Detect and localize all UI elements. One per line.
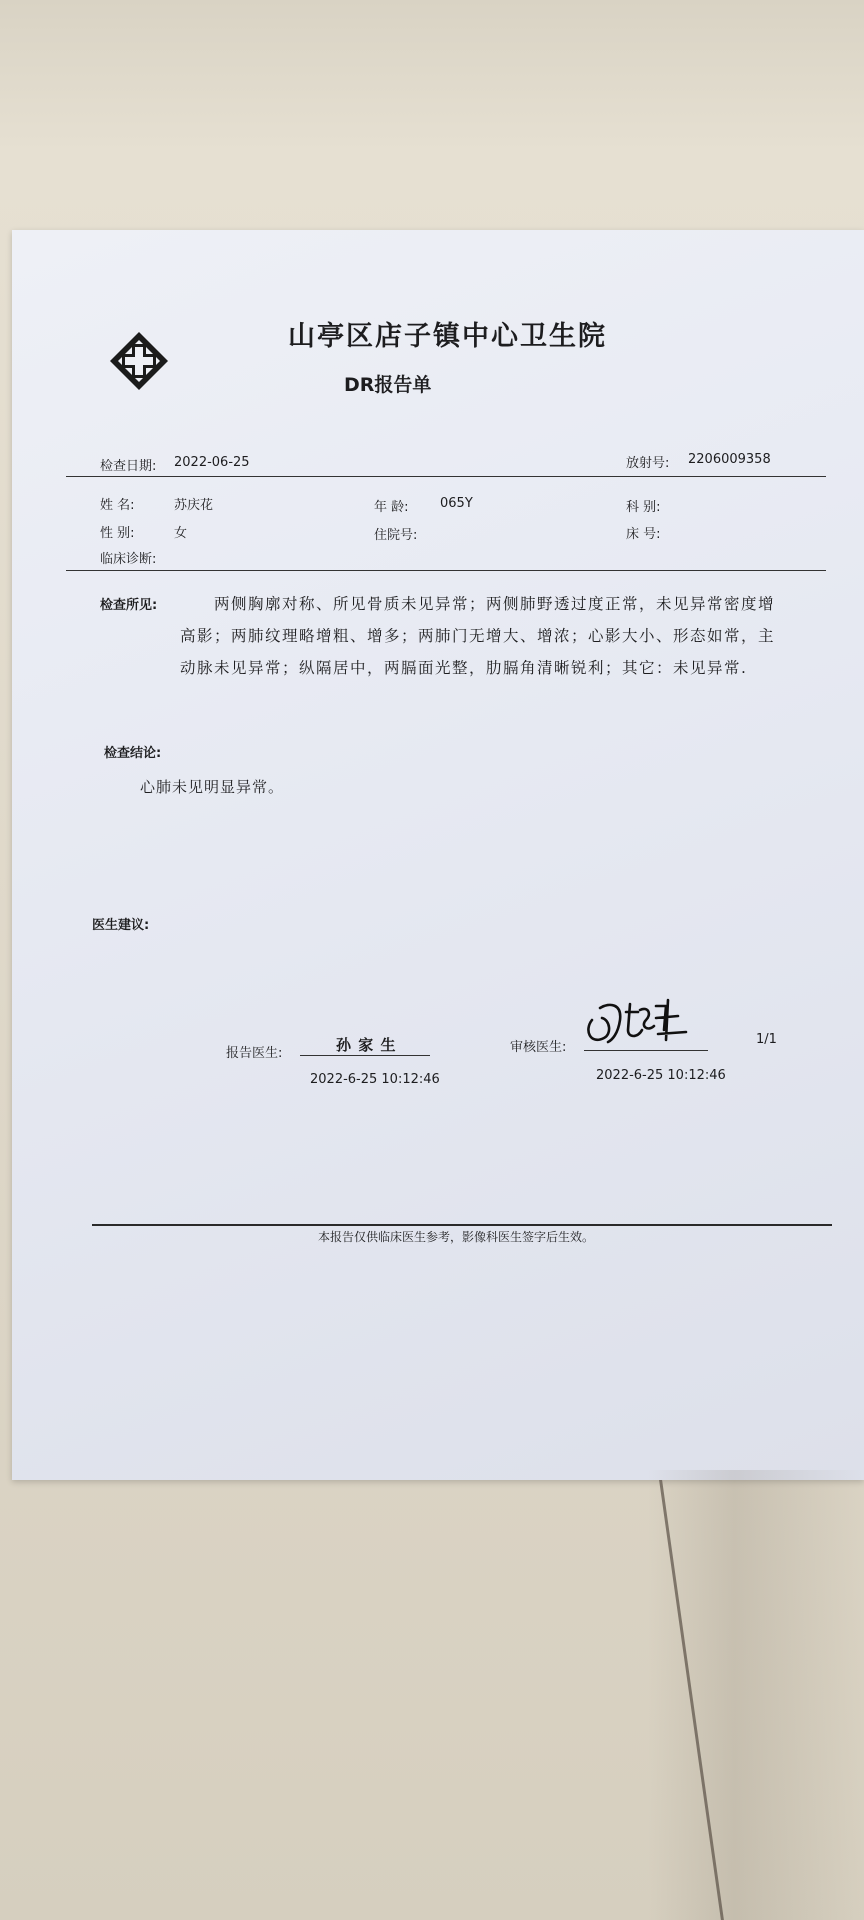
review-doctor-underline	[584, 1050, 708, 1051]
findings-text: 两侧胸廓对称、所见骨质未见异常；两侧肺野透过度正常，未见异常密度增高影；两肺纹理略增粗、增多；两肺门无增大、增浓；心影大小、形态如常，主动脉未见异常；纵隔居中，两膈面光整，肋膈角清晰锐利；其它：未见异常.	[180, 595, 776, 677]
patient-divider	[66, 570, 826, 571]
review-doctor-label: 审核医生:	[510, 1040, 567, 1055]
report-doctor-name: 孙 家 生	[336, 1036, 397, 1054]
bed-label: 床 号:	[626, 527, 661, 542]
admission-label: 住院号:	[374, 528, 418, 543]
report-time: 2022-6-25 10:12:46	[310, 1072, 440, 1087]
patient-name: 苏庆花	[174, 498, 214, 513]
name-label: 姓 名:	[100, 498, 135, 513]
report-title: DR报告单	[344, 374, 432, 396]
conclusion-label: 检查结论:	[104, 746, 162, 761]
advice-label: 医生建议:	[92, 918, 150, 933]
review-time: 2022-6-25 10:12:46	[596, 1068, 726, 1083]
report-doctor-label: 报告医生:	[226, 1046, 283, 1061]
hospital-name: 山亭区店子镇中心卫生院	[288, 321, 607, 352]
footer-note: 本报告仅供临床医生参考，影像科医生签字后生效。	[318, 1230, 595, 1244]
exam-date: 2022-06-25	[174, 455, 250, 470]
hospital-cross-logo-icon	[108, 330, 170, 392]
page-indicator: 1/1	[756, 1032, 777, 1047]
patient-sex: 女	[174, 526, 188, 541]
sex-label: 性 别:	[100, 526, 135, 541]
review-doctor-signature	[582, 990, 702, 1050]
findings-label: 检查所见:	[100, 598, 158, 613]
header-divider	[66, 476, 826, 477]
dept-label: 科 别:	[626, 500, 661, 515]
radiology-no-label: 放射号:	[626, 456, 670, 471]
diagnosis-label: 临床诊断:	[100, 552, 157, 567]
radiology-no: 2206009358	[688, 452, 771, 467]
report-doctor-underline	[300, 1055, 430, 1056]
exam-date-label: 检查日期:	[100, 459, 157, 474]
report-paper	[12, 230, 864, 1480]
patient-age: 065Y	[440, 496, 473, 511]
age-label: 年 龄:	[374, 500, 409, 515]
footer-divider	[92, 1224, 832, 1226]
conclusion-text: 心肺未见明显异常。	[140, 778, 285, 796]
floor-shadow	[648, 1470, 864, 1920]
